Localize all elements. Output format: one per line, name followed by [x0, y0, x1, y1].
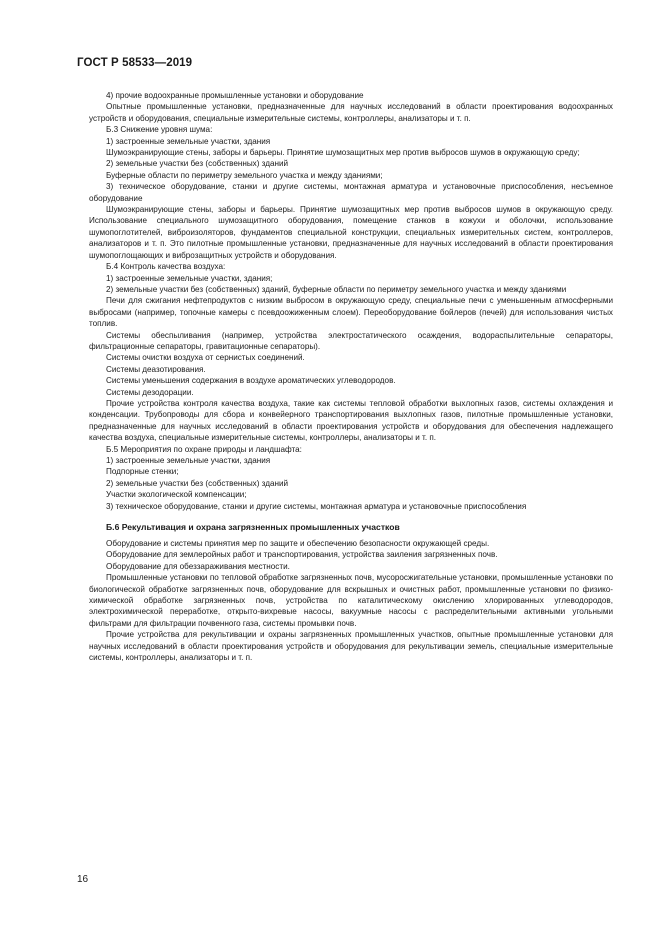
paragraph: Буферные области по периметру земельного участка и между зданиями; — [106, 170, 383, 180]
paragraph: Шумоэкранирующие стены, заборы и барьеры. Принятие шумозащитных мер против выбросов шумов в окружающую среду; — [106, 148, 580, 158]
document-body — [89, 90, 613, 664]
paragraph: Системы деазотирования. — [106, 364, 206, 374]
paragraph: 4) прочие водоохранные промышленные установки и оборудование — [106, 91, 364, 100]
paragraph: 1) застроенные земельные участки, здания — [106, 136, 271, 146]
paragraph: Системы обеспыливания (например, устройства электростатического осаждения, водораспылительные сепараторы, фильтрационные сепараторы, гравитационные сепараторы). — [89, 330, 613, 351]
paragraph: Системы уменьшения содержания в воздухе ароматических углеводородов. — [106, 376, 396, 386]
paragraph: Б.5 Мероприятия по охране природы и ландшафта: — [106, 444, 302, 454]
paragraph: Системы дезодорации. — [106, 387, 194, 397]
paragraph: 2) земельные участки без (собственных) зданий — [106, 478, 289, 488]
document-header: ГОСТ Р 58533—2019 — [77, 57, 193, 69]
paragraph: Промышленные установки по тепловой обработке загрязненных почв, мусоросжигательные установки, промышленные установки по биологической обработке загрязненных почв, оборудование для вскрышных и очистных работ, промышленные установки по физико-химической обработке загрязненных почв, устройства по каталитическому окислению хлорированных углеводородов, электрохимической переработке, открыто-вихревые насосы, вакуумные насосы с распределительными активными угольными фильтрами для фильтрации почвенного газа, системы промывки почв. — [89, 573, 613, 628]
paragraph: 1) застроенные земельные участки, здания — [106, 456, 271, 465]
paragraph: Системы очистки воздуха от сернистых соединений. — [106, 353, 305, 363]
paragraph: Прочие устройства для рекультивации и охраны загрязненных промышленных участков, опытные промышленные установки для научных исследований в области проектирования устройств и оборудования для рекультивации земель, специальные измерительные системы, контроллеры, анализаторы и т. п. — [89, 630, 613, 663]
paragraph: Прочие устройства контроля качества воздуха, такие как системы тепловой обработки выхлопных газов, системы охлаждения и конденсации. Трубопроводы для сбора и конвейерного транспортирования выхлопных газов, пилотные промышленные установки, предназначенные для научных исследований в области проектирования устройств и оборудования для обеспечения надлежащего качества воздуха, специальные измерительные системы, контроллеры, анализаторы и т. п. — [89, 398, 613, 443]
paragraph: Оборудование для землеройных работ и транспортирования, устройства заиления загрязненных почв. — [106, 550, 498, 560]
paragraph: 1) застроенные земельные участки, здания; — [106, 273, 273, 283]
section-heading: Б.6 Рекультивация и охрана загрязненных промышленных участков — [106, 522, 400, 533]
paragraph: Подпорные стенки; — [106, 467, 179, 477]
paragraph: Печи для сжигания нефтепродуктов с низким выбросом в окружающую среду, специальные печи с уменьшенным атмосферными выбросами (например, топочные камеры с псевдоожиженным слоем). Переоборудование бойлеров (печей) для использования чистых топлив. — [89, 296, 613, 329]
paragraph: Б.4 Контроль качества воздуха: — [106, 262, 226, 272]
paragraph: Оборудование и системы принятия мер по защите и обеспечению безопасности окружающей среды. — [106, 539, 490, 549]
paragraph: Опытные промышленные установки, предназначенные для научных исследований в области проектирования водоохранных устройств и оборудования, специальные измерительные системы, контроллеры, анализаторы и т. п. — [89, 102, 613, 123]
paragraph: Участки экологической компенсации; — [106, 490, 247, 500]
paragraph: 2) земельные участки без (собственных) зданий — [106, 159, 289, 169]
page-number: 16 — [77, 874, 89, 885]
paragraph: 3) техническое оборудование, станки и другие системы, монтажная арматура и установочные приспособления — [106, 501, 527, 511]
paragraph: 2) земельные участки без (собственных) зданий, буферные области по периметру земельного участка и между зданиями — [106, 284, 567, 294]
paragraph: Б.3 Снижение уровня шума: — [106, 125, 213, 135]
paragraph: 3) техническое оборудование, станки и другие системы, монтажная арматура и установочные приспособления, несъемное оборудование — [89, 182, 613, 203]
paragraph: Шумоэкранирующие стены, заборы и барьеры. Принятие шумозащитных мер против выбросов шумов в окружающую среду. Использование специального шумозащитного оборудования, помещение станков в кожухи и оболочки, использование шумопоглотителей, виброизоляторов, фундаментов специальной конструкции, специальных измерительных систем, контроллеров, анализаторов и т. п. Это пилотные промышленные установки, предназначенные для научных исследований в области проектирования шумопоглощающих и виброзащитных устройств и оборудования. — [89, 205, 613, 260]
paragraph: Оборудование для обеззараживания местности. — [106, 561, 290, 571]
